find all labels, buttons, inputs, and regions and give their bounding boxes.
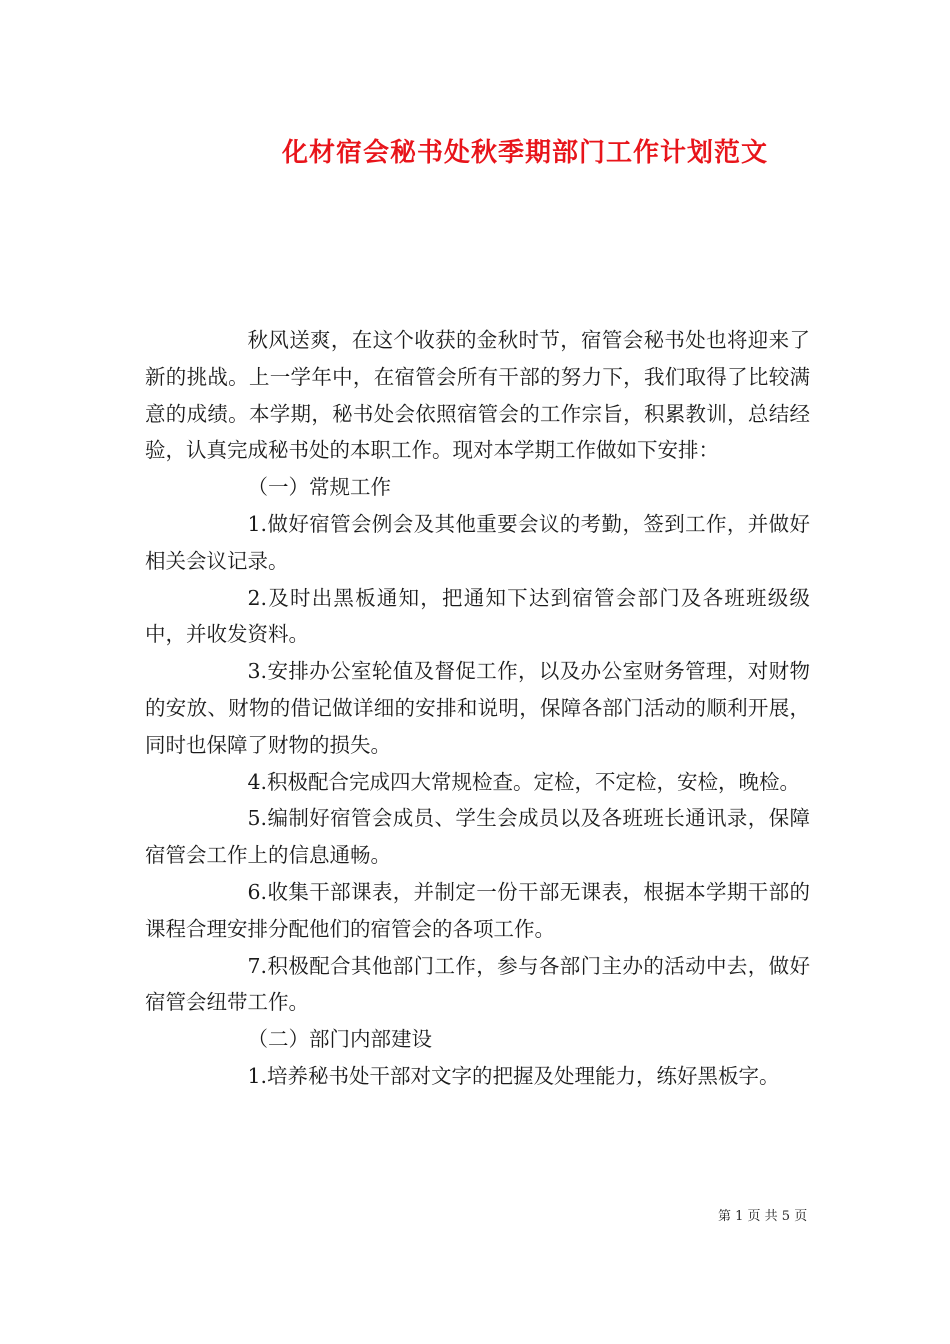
intro-paragraph: 秋风送爽，在这个收获的金秋时节，宿管会秘书处也将迎来了新的挑战。上一学年中，在宿管会所有干部的努力下，我们取得了比较满意的成绩。本学期，秘书处会依照宿管会的工作宗旨，积累教训，总结经验，认真完成秘书处的本职工作。现对本学期工作做如下安排：	[145, 328, 810, 463]
page-number: 第 1 页 共 5 页	[718, 1209, 808, 1224]
list-item: 6.收集干部课表，并制定一份干部无课表，根据本学期干部的课程合理安排分配他们的宿管会的各项工作。	[145, 879, 810, 941]
list-item: 3.安排办公室轮值及督促工作，以及办公室财务管理，对财物的安放、财物的借记做详细的安排和说明，保障各部门活动的顺利开展，同时也保障了财物的损失。	[145, 659, 810, 757]
list-item: 2.及时出黑板通知，把通知下达到宿管会部门及各班班级级中，并收发资料。	[145, 585, 810, 647]
list-item: 1.培养秘书处干部对文字的把握及处理能力，练好黑板字。	[247, 1063, 780, 1088]
document-title: 化材宿会秘书处秋季期部门工作计划范文	[281, 138, 768, 168]
list-item: 5.编制好宿管会成员、学生会成员以及各班班长通讯录，保障宿管会工作上的信息通畅。	[145, 806, 810, 868]
section-heading-internal: （二）部门内部建设	[247, 1027, 432, 1052]
document-body	[145, 322, 810, 1095]
list-item: 4.积极配合完成四大常规检查。定检，不定检，安检，晚检。	[247, 769, 801, 794]
section-heading-routine: （一）常规工作	[247, 475, 391, 500]
list-item: 7.积极配合其他部门工作，参与各部门主办的活动中去，做好宿管会纽带工作。	[145, 953, 810, 1015]
list-item: 1.做好宿管会例会及其他重要会议的考勤，签到工作，并做好相关会议记录。	[145, 511, 810, 573]
